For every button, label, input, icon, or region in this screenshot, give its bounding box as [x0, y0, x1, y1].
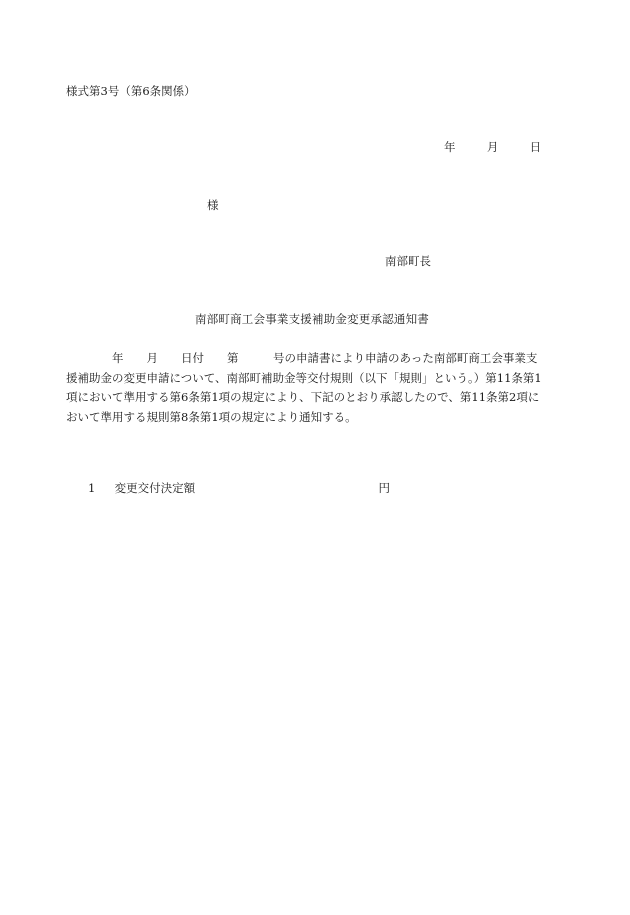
document-title: 南部町商工会事業支援補助金変更承認通知書 — [195, 312, 429, 326]
body-text — [66, 349, 554, 427]
date-day: 日 — [529, 140, 542, 154]
item-number: 1 — [88, 481, 96, 495]
body-line: 年 月 日付 第 号の申請書により申請のあった南部町商工会事業支 — [112, 351, 538, 365]
item-label: 変更交付決定額 — [114, 481, 196, 495]
date-year: 年 — [444, 140, 456, 154]
item-change-grant-amount — [88, 483, 390, 495]
date-line — [444, 142, 541, 154]
body-line: おいて準用する規則第8条第1項の規定により通知する。 — [66, 409, 357, 424]
body-line: 項において準用する第6条第1項の規定により、下記のとおり承認したので、第11条第2項に — [66, 390, 540, 405]
recipient-suffix: 様 — [207, 198, 219, 212]
sender: 南部町長 — [385, 254, 431, 268]
date-month: 月 — [486, 140, 499, 154]
body-line: 援補助金の変更申請について、南部町補助金等交付規則（以下「規則」という。）第11条第1 — [66, 370, 542, 385]
item-unit: 円 — [378, 481, 390, 495]
form-number: 様式第3号（第6条関係） — [66, 84, 196, 98]
